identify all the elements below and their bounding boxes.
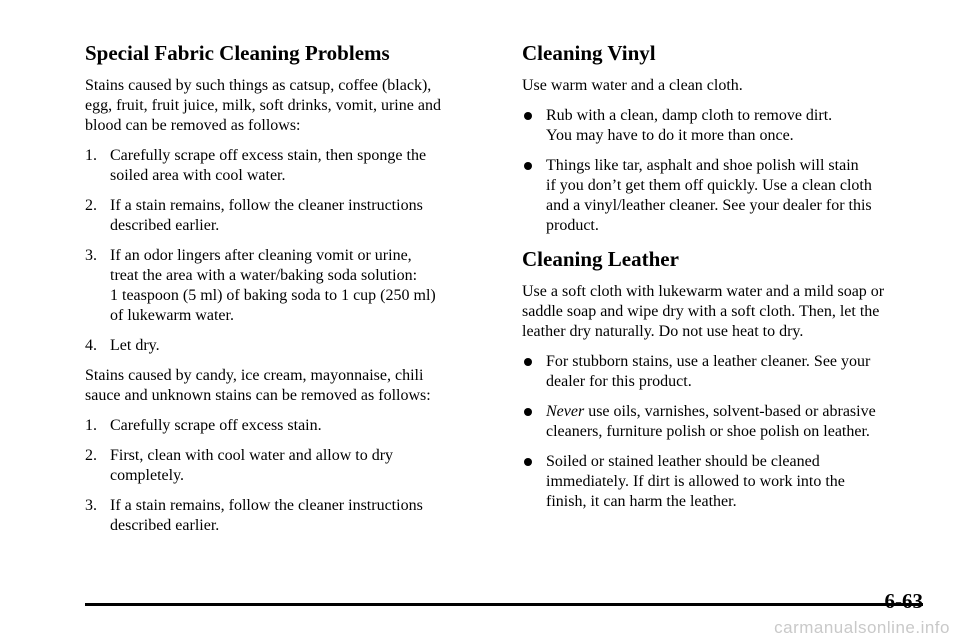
text-line: You may have to do it more than once.	[546, 127, 794, 144]
leather-bullet-list	[522, 352, 934, 512]
text-line: described earlier.	[110, 217, 220, 234]
text-line: Carefully scrape off excess stain, then sponge the	[110, 147, 427, 164]
step-number: 4.	[85, 337, 97, 354]
heading-cleaning-vinyl: Cleaning Vinyl	[522, 41, 656, 65]
footer-rule	[85, 603, 923, 606]
text-line: blood can be removed as follows:	[85, 117, 301, 134]
text-line: saddle soap and wipe dry with a soft cloth. Then, let the	[522, 303, 880, 320]
bullet-icon	[524, 162, 532, 170]
text-line: If a stain remains, follow the cleaner instructions	[110, 197, 423, 214]
text-line: cleaners, furniture polish or shoe polish on leather.	[546, 423, 870, 440]
watermark: carmanualsonline.info	[774, 618, 950, 637]
list-item	[85, 336, 490, 356]
text-line: Stains caused by candy, ice cream, mayonnaise, chili	[85, 367, 424, 384]
text-line: For stubborn stains, use a leather cleaner. See your	[546, 353, 871, 370]
step-number: 2.	[85, 197, 97, 214]
text-line: 1 teaspoon (5 ml) of baking soda to 1 cup (250 ml)	[110, 287, 436, 304]
heading-cleaning-leather: Cleaning Leather	[522, 247, 679, 271]
text-line: completely.	[110, 467, 185, 484]
text-line: If a stain remains, follow the cleaner instructions	[110, 497, 423, 514]
text-line: product.	[546, 217, 599, 234]
bullet-icon	[524, 458, 532, 466]
steps-list-1	[85, 146, 490, 356]
step-number: 3.	[85, 247, 97, 264]
list-item	[85, 146, 490, 186]
list-item	[85, 446, 490, 486]
text-line: Carefully scrape off excess stain.	[110, 417, 322, 434]
bullet-icon	[524, 112, 532, 120]
list-item	[85, 416, 490, 436]
text-fragment: use oils, varnishes, solvent-based or abrasive	[584, 403, 876, 420]
text-line: described earlier.	[110, 517, 220, 534]
bullet-icon	[524, 358, 532, 366]
text-line: finish, it can harm the leather.	[546, 493, 737, 510]
bullet-icon	[524, 408, 532, 416]
step-number: 3.	[85, 497, 97, 514]
page-number: 6-63	[884, 589, 923, 613]
text-line: treat the area with a water/baking soda solution:	[110, 267, 418, 284]
list-item	[85, 496, 490, 536]
text-line	[546, 402, 934, 422]
list-item	[522, 156, 934, 236]
emphasis-never: Never	[546, 403, 585, 420]
text-line: soiled area with cool water.	[110, 167, 286, 184]
right-column	[522, 40, 934, 522]
heading-special-fabric: Special Fabric Cleaning Problems	[85, 41, 390, 65]
list-item	[522, 352, 934, 392]
text-line: Use a soft cloth with lukewarm water and a mild soap or	[522, 283, 885, 300]
vinyl-bullet-list	[522, 106, 934, 236]
vinyl-intro: Use warm water and a clean cloth.	[522, 77, 743, 94]
text-line: sauce and unknown stains can be removed as follows:	[85, 387, 431, 404]
left-column	[85, 40, 490, 546]
step-number: 2.	[85, 447, 97, 464]
text-line: egg, fruit, fruit juice, milk, soft drinks, vomit, urine and	[85, 97, 441, 114]
text-line: if you don’t get them off quickly. Use a clean cloth	[546, 177, 872, 194]
text-line: Things like tar, asphalt and shoe polish will stain	[546, 157, 859, 174]
list-item	[85, 196, 490, 236]
list-item	[85, 246, 490, 326]
text-line: If an odor lingers after cleaning vomit or urine,	[110, 247, 412, 264]
intro-paragraph-1	[85, 76, 490, 136]
list-item	[522, 106, 934, 146]
intro-paragraph-2	[85, 366, 490, 406]
text-line: Stains caused by such things as catsup, coffee (black),	[85, 77, 432, 94]
text-line: Rub with a clean, damp cloth to remove dirt.	[546, 107, 833, 124]
text-line: immediately. If dirt is allowed to work into the	[546, 473, 845, 490]
steps-list-2	[85, 416, 490, 536]
text-line: Soiled or stained leather should be cleaned	[546, 453, 820, 470]
list-item	[522, 402, 934, 442]
text-line: of lukewarm water.	[110, 307, 234, 324]
text-line: Let dry.	[110, 337, 160, 354]
list-item	[522, 452, 934, 512]
text-line: and a vinyl/leather cleaner. See your dealer for this	[546, 197, 872, 214]
text-line: First, clean with cool water and allow to dry	[110, 447, 394, 464]
text-line: leather dry naturally. Do not use heat to dry.	[522, 323, 804, 340]
step-number: 1.	[85, 147, 97, 164]
step-number: 1.	[85, 417, 97, 434]
text-line: dealer for this product.	[546, 373, 692, 390]
leather-intro	[522, 282, 934, 342]
